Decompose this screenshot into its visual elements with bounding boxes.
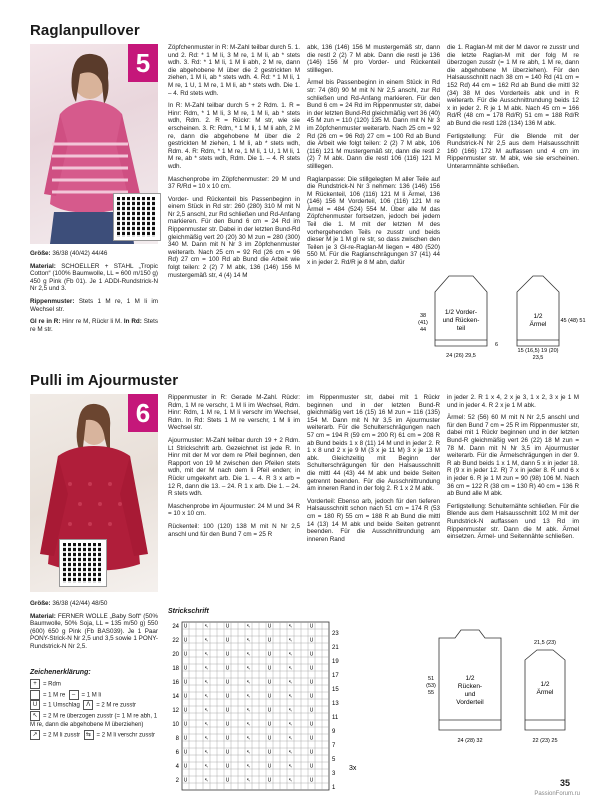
chart-symbol: U <box>225 721 230 728</box>
chart-symbol: U <box>267 735 272 742</box>
section2-materials <box>30 600 158 656</box>
glre-label: Gl re in R: <box>30 318 61 326</box>
dim-sleeve-width: 15 (16,5) 19 (20) <box>517 348 559 354</box>
chart-symbol: ↖ <box>204 735 209 742</box>
paragraph: Fertigstellung: Schulternähte schließen. Für die Blende aus dem Halsausschnitt 102 M mit der Rundstrick-N auffassen und 13 Rd im Rippenmuster str. Dann die M abk. Ärmel einsetzen. Ärmel- und Seitennähte schließen. <box>447 502 579 541</box>
chart-symbol: ↖ <box>246 777 251 784</box>
row-label-left: 18 <box>172 666 179 672</box>
chart-symbol: ↖ <box>288 693 293 700</box>
chart-symbol: U <box>309 637 314 644</box>
row-label-right: 3 <box>332 771 336 777</box>
row-label-left: 20 <box>172 652 179 658</box>
chart-symbol: ↖ <box>288 651 293 658</box>
dim-left: 51 <box>427 676 435 682</box>
chart-symbol: ↖ <box>288 637 293 644</box>
inrd-text: Stets re M str. <box>30 318 159 333</box>
chart-symbol: ↖ <box>288 707 293 714</box>
chart-symbol: ↖ <box>246 637 251 644</box>
chart-symbol: U <box>225 693 230 700</box>
chart-title: Strickschrift <box>168 608 209 615</box>
row-label-right: 15 <box>332 687 339 693</box>
sleeve-label2: Ärmel <box>536 689 554 696</box>
chart-symbol: U <box>309 623 314 630</box>
row-label-left: 2 <box>175 778 179 784</box>
chart-symbol: U <box>267 651 272 658</box>
paragraph: Fertigstellung: Für die Blende mit der Rundstrick-N Nr 2,5 aus dem Halsausschnitt 160 (166) 172 M auffassen und 4 cm im Rippenmuster str. M abk, wie sie erscheinen. Unterarmnähte schließen. <box>447 132 579 170</box>
repeat-note: 3x <box>349 765 357 772</box>
body-label3: teil <box>456 325 466 332</box>
size-value: 36/38 (42/44) 48/50 <box>52 600 108 607</box>
chart-symbol: ↖ <box>288 623 293 630</box>
dim-body-width: 24 (28) 32 <box>457 738 483 744</box>
chart-symbol: ↖ <box>288 777 293 784</box>
dim-left: 55 <box>427 690 435 696</box>
material-text: SCHOELLER + STAHL „Tropic Cotton“ (100% Baumwolle, LL = 600 m/150 g) 450 g Pink (Fb 01). Je 1 ADDI-Rundstrick-N Nr 2,5 und 3. <box>30 262 158 293</box>
dim-left: 44 <box>419 327 427 333</box>
chart-symbol: ↖ <box>204 679 209 686</box>
chart-symbol: ↖ <box>204 665 209 672</box>
paragraph: Maschenprobe im Ajourmuster: 24 M und 34 R = 10 x 10 cm. <box>168 502 300 518</box>
chart-symbol: U <box>183 707 188 714</box>
legend-item: ↗ = 2 M li zusstr ⇆ = 2 M li verschr zusstr <box>30 730 160 741</box>
legend-item: = 1 M re – = 1 M li <box>30 690 160 701</box>
section1-column-c <box>307 44 440 272</box>
chart-symbol: ↖ <box>246 665 251 672</box>
row-label-left: 4 <box>175 764 179 770</box>
row-label-left: 24 <box>172 624 179 630</box>
chart-symbol: ↖ <box>246 721 251 728</box>
dim-left: 38 <box>419 313 427 319</box>
dim-sleeve-bottom: 22 (23) 25 <box>532 738 558 744</box>
body-label2: und Rücken- <box>442 317 480 324</box>
chart-symbol: U <box>309 707 314 714</box>
dim-bund: 6 <box>495 342 499 348</box>
body-label4: Vorderteil <box>456 699 484 706</box>
chart-symbol: U <box>183 693 188 700</box>
rippen-label: Rippenmuster: <box>30 297 75 305</box>
row-label-right: 13 <box>332 701 339 707</box>
legend-title: Zeichenerklärung: <box>30 669 91 676</box>
size-label: Größe: <box>30 600 51 607</box>
qr-code[interactable] <box>114 194 160 240</box>
section2-title: Pulli im Ajourmuster <box>30 372 179 389</box>
chart-symbol: ↖ <box>246 749 251 756</box>
chart-symbol: U <box>183 777 188 784</box>
material-text: FERNER WOLLE „Baby Soft“ (50% Baumwolle, 50% Soja, LL = 135 m/50 g) 550 (600) 650 g Pink (Fb BAS039). Je 1 Paar PONY-Strick-N Nr 2,5 und 3,5 sowie 1 PONY-Rundstrick-N Nr 2,5. <box>30 612 159 650</box>
paragraph: Rippenmuster in R: Gerade M-Zahl. Rückr: Rdm, 1 M re verschr, 1 M li im Wechsel, Rdm. Hinr: Rdm, 1 M re, 1 M li verschr im Wechsel, Rdm. In Rd: Stets 1 M re verschr, 1 M li im Wechsel str. <box>168 394 300 432</box>
row-label-left: 10 <box>172 722 179 728</box>
body-label2: Rücken- <box>457 683 483 690</box>
chart-symbol: ↖ <box>204 707 209 714</box>
row-label-left: 12 <box>172 708 179 714</box>
chart-symbol: U <box>183 665 188 672</box>
chart-symbol: U <box>309 721 314 728</box>
chart-symbol: ↖ <box>246 693 251 700</box>
body-label: 1/2 Vorder- <box>444 309 478 316</box>
chart-symbol: U <box>309 679 314 686</box>
chart-symbol: U <box>183 749 188 756</box>
chart-symbol: U <box>183 763 188 770</box>
paragraph: Vorderteil: Ebenso arb, jedoch für den tieferen Halsausschnitt schon nach 51 cm = 174 R (53 cm = 180 R) 55 cm = 188 R ab Bund die mittl 14 (13) 14 M abk und beide Seiten getrennt beenden. Für die Ausschnittrundung am inneren Rand <box>307 497 440 543</box>
pattern-number-badge: 6 <box>128 394 158 432</box>
chart-symbol: U <box>225 735 230 742</box>
row-label-left: 6 <box>175 750 179 756</box>
legend-item: U = 1 Umschlag Λ = 2 M re zusstr <box>30 700 160 711</box>
row-label-right: 7 <box>332 743 336 749</box>
chart-symbol: U <box>183 679 188 686</box>
inrd-label: In Rd: <box>123 318 142 326</box>
paragraph: die 1. Raglan-M mit der M davor re zusstr und die letzte Raglan-M mit der folg M re überzogen zusstr (= 1 M re abh, 1 M re, dann die abgehobene M überziehen). Für den Halsausschnitt nach 38 cm = 140 Rd (41 cm = 152 Rd) 44 cm = 162 Rd ab Bund die mittl 32 (34) 38 M des Vorderteils abk und in R weiterarb. Für die Ausschnittrundung beids 12 x in jeder 2. R je 1 M abk. Nach 45 cm = 166 Rd/R (48 cm = 178 Rd/R) 51 cm = 188 Rd/R ab Bund die restl 128 (134) 136 M abk. <box>447 44 579 127</box>
chart-symbol: ↖ <box>246 763 251 770</box>
section1-column-d <box>447 44 579 176</box>
row-label-left: 22 <box>172 638 179 644</box>
paragraph: Zöpfchenmuster in R: M-Zahl teilbar durch 5. 1. und 2. Rd: * 1 M li, 3 M re, 1 M li, ab * stets wdh. 3. Rd: * 1 M li, 1 M li abh, 2 M re, dann die abgehobene M über die 2 gestrickten M ziehen, 1 M li, ab * stets wdh. 4. Rd: * 1 M li, 1 M re, 1 U, 1 M re, 1 M li, ab * stets wdh. Die 1. – 4. Rd stets wdh. <box>168 44 300 97</box>
raglan-schematic <box>415 262 585 362</box>
paragraph: Ärmel: 52 (56) 60 M mit N Nr 2,5 anschl und für den Bund 7 cm = 25 R im Rippenmuster str, dabei mit 1 Rückr beginnen und in der letzten Bund-R gleichmäßig vert 26 (22) 18 M zun = 78 M. Dann mit N Nr 3,5 im Ajourmuster weiterarb. Für die Ärmelschrägungen in der 9. R ab Bund beids 1 x 1 M, dann 5 x in jeder 18. R (9 x in jeder 12. R) 7 x in jeder 8. R und 6 x in jeder 6. R je 1 M zun = 90 (98) 106 M. Nach 36 cm = 122 R (38 cm = 130 R) 40 cm = 136 R ab Bund alle M abk. <box>447 414 579 498</box>
dim-sleeve-bottom: 23,5 <box>532 355 544 361</box>
dim-sleeve-width: 21,5 (23) <box>533 640 557 646</box>
chart-symbol: ↖ <box>288 735 293 742</box>
row-label-left: 8 <box>175 736 179 742</box>
chart-symbol: U <box>225 749 230 756</box>
dim-body-width: 24 (26) 29,5 <box>446 353 476 359</box>
chart-symbol: U <box>309 763 314 770</box>
chart-symbol: U <box>225 623 230 630</box>
row-label-left: 16 <box>172 680 179 686</box>
chart-symbol: U <box>225 679 230 686</box>
chart-symbol: U <box>225 665 230 672</box>
paragraph: in jeder 2. R 1 x 4, 2 x je 3, 1 x 2, 3 x je 1 M und in jeder 4. R 2 x je 1 M abk. <box>447 394 579 409</box>
sleeve-label: 1/2 <box>540 681 550 688</box>
chart-symbol: ↖ <box>204 763 209 770</box>
chart-symbol: U <box>225 651 230 658</box>
material-label: Material: <box>30 612 56 620</box>
chart-symbol: U <box>309 735 314 742</box>
chart-symbol: U <box>225 707 230 714</box>
body-label3: und <box>464 691 476 698</box>
paragraph: im Rippenmuster str, dabei mit 1 Rückr beginnen und in der letzten Bund-R gleichmäßig vert 16 (15) 16 M zun = 116 (135) 154 M. Dann mit N Nr 3,5 im Ajourmuster weiterarb. Für die Schulterschrägungen nach 57 cm = 194 R (59 cm = 200 R) 61 cm = 208 R ab Bund beids 1 x 8 (11) 14 M und in jeder 2. R 1 x 8 und 2 x je 9 M (3 x je 11 M) 3 x je 13 M abk. Gleichzeitig mit Beginn der Schulterschrägungen für den Halsausschnitt die mittl 44 (43) 44 M abk und beide Seiten getrennt beenden. Für die Ausschnittrundung am inneren Rand in der folg 2. R 1 x 2 M abk. <box>307 394 440 493</box>
chart-symbol: ↖ <box>288 679 293 686</box>
paragraph: Ajourmuster: M-Zahl teilbar durch 19 + 2 Rdm. Lt Strickschrift arb. Gezeichnet ist jede R. In Hinr mit der M vor dem re Pfeil beginnen, den Rapport von 19 M zwischen den Pfeilen stets wdh, mit der M nach dem li Pfeil enden; in Rückr umgekehrt arb. Die 1. – 4. R 3 x arb = 12 R, dann die 13. – 24. R 1 x arb. Die 1. – 24. R stets wdh. <box>168 436 300 498</box>
row-label-right: 21 <box>332 645 339 651</box>
chart-symbol: ↖ <box>246 679 251 686</box>
body-label: 1/2 <box>465 675 475 682</box>
glre-text: Hinr re M, Rückr li M. <box>62 318 122 326</box>
page-number: 35 <box>559 778 570 788</box>
paragraph: Ärmel bis Passenbeginn in einem Stück in Rd str: 74 (80) 90 M mit N Nr 2,5 anschl, zur Rd schließen und Rd-Anfang markieren. Für den Bund 6 cm = 24 Rd im Rippenmuster str, dabei in der letzten Bund-Rd gleichmäßig vert 36 (40) 45 M zun = 110 (120) 135 M. Dann mit N Nr 3 im Zöpfchenmuster weiterarb. Nach 25 cm = 92 Rd (26 cm = 96 Rd) 27 cm = 100 Rd ab Bund die Arbeit wie folgt teilen: 2 (2) 7 M abk, 106 (116) 121 M mustergemäß str, dann die restl 2 (2) 7 M abk. Dann die restl 106 (116) 121 M stilllegen. <box>307 79 440 170</box>
row-label-right: 5 <box>332 757 336 763</box>
chart-symbol: U <box>267 777 272 784</box>
legend <box>30 668 160 741</box>
section1-column-b <box>168 44 300 284</box>
chart-symbol: U <box>267 693 272 700</box>
chart-symbol: ↖ <box>288 721 293 728</box>
section1-title: Raglanpullover <box>30 22 140 39</box>
chart-symbol: U <box>225 637 230 644</box>
legend-item: + = Rdm <box>30 679 160 690</box>
chart-symbol: U <box>267 623 272 630</box>
chart-symbol: ↖ <box>204 749 209 756</box>
chart-symbol: ↖ <box>204 777 209 784</box>
chart-symbol: ↖ <box>288 749 293 756</box>
chart-symbol: ↖ <box>204 637 209 644</box>
ajour-schematic <box>425 620 585 770</box>
dim-sleeve-height: 45 (48) 51 <box>560 318 586 324</box>
chart-symbol: U <box>183 623 188 630</box>
material-label: Material: <box>30 262 56 270</box>
raglanpullover-photo <box>30 44 158 244</box>
section2-column-b <box>168 394 300 543</box>
dim-left: (41) <box>418 320 428 326</box>
row-label-right: 11 <box>332 715 339 721</box>
chart-symbol: U <box>309 749 314 756</box>
row-label-right: 9 <box>332 729 336 735</box>
chart-symbol: U <box>309 777 314 784</box>
chart-symbol: U <box>267 763 272 770</box>
legend-item: ↖ = 2 M re überzogen zusstr (= 1 M re abh, 1 M re, dann die abgehobene M überziehen) <box>30 712 158 729</box>
paragraph: Rückenteil: 100 (120) 138 M mit N Nr 2,5 anschl und für den Bund 7 cm = 25 R <box>168 522 300 538</box>
paragraph: Vorder- und Rückenteil bis Passenbeginn in einem Stück in Rd str: 260 (280) 310 M mit N Nr 2,5 anschl, zur Rd schließen und Rd-Anfang markieren. Für den Bund 6 cm = 24 Rd im Rippenmuster str. Dabei in der letzten Bund-Rd gleichmäßig vert 20 (20) 30 M zun = 280 (300) 340 M. Dann mit N Nr 3 im Zöpfchenmuster weiterarb. Nach 25 cm = 92 Rd (26 cm = 96 Rd) 27 cm = 100 Rd ab Bund die Arbeit wie folgt teilen: 2 (2) 7 M abk, 136 (146) 156 M mustergemäß str, 4 (4) 14 M <box>168 195 300 279</box>
chart-symbol: U <box>183 637 188 644</box>
row-label-right: 19 <box>332 659 339 665</box>
size-label: Größe: <box>30 250 51 257</box>
strickschrift-chart <box>168 618 418 791</box>
chart-symbol: U <box>183 735 188 742</box>
chart-symbol: U <box>309 665 314 672</box>
chart-symbol: ↖ <box>246 735 251 742</box>
chart-symbol: U <box>267 637 272 644</box>
chart-symbol: U <box>225 777 230 784</box>
row-label-right: 1 <box>332 785 336 791</box>
rippen-text: Stets 1 M re, 1 M li im Wechsel str. <box>30 297 159 313</box>
chart-symbol: ↖ <box>204 651 209 658</box>
section2-column-c <box>307 394 440 548</box>
chart-symbol: ↖ <box>288 665 293 672</box>
chart-symbol: U <box>267 679 272 686</box>
paragraph: Raglanpasse: Die stillgelegten M aller Teile auf die Rundstrick-N Nr 3 nehmen: 136 (146) 156 M Rückenteil, 106 (116) 121 M li Ärmel, 136 (146) 156 M Vorderteil, 106 (116) 121 M re Ärmel = 484 (524) 554 M. Über alle M das Zöpfchenmuster fortsetzen, jedoch bei jedem Teil die 1. M mit der letzten M des vorhergehenden Teils re zusstr und beids dieser M je 1 M gl re str, so dass zwischen den Teilen je 3 Gl-re-Raglan-M liegen = 480 (520) 550 M. Für die Raglanschrägungen 37 (41) 44 x in jeder 2. Rd/R je 8 M abn, dafür <box>307 175 440 267</box>
chart-symbol: U <box>183 721 188 728</box>
chart-symbol: U <box>309 651 314 658</box>
pattern-number-badge: 5 <box>128 44 158 82</box>
paragraph: Maschenprobe im Zöpfchenmuster: 29 M und 37 R/Rd = 10 x 10 cm. <box>168 175 300 191</box>
sleeve-label2: Ärmel <box>529 321 547 328</box>
chart-symbol: ↖ <box>204 623 209 630</box>
row-label-right: 23 <box>332 631 339 637</box>
chart-symbol: U <box>267 749 272 756</box>
chart-symbol: U <box>267 665 272 672</box>
row-label-right: 17 <box>332 673 339 679</box>
chart-symbol: U <box>183 651 188 658</box>
chart-symbol: ↖ <box>204 693 209 700</box>
section1-materials <box>30 250 158 338</box>
qr-code[interactable] <box>60 540 106 586</box>
paragraph: In R: M-Zahl teilbar durch 5 + 2 Rdm. 1. R = Hinr: Rdm, * 1 M li, 3 M re, 1 M li, ab * stets wdh, Rdm. 2. R = Rückr: M str, wie sie erscheinen. 3. R: Rdm, * 1 M li, 1 M li abh, 2 M re, dann die abgehobene M über die 2 gestrickten M ziehen, 1 M li, ab * stets wdh, Rdm. 4. R: Rdm, * 1 M re, 1 M li, 1 U, 1 M li, 1 M re, ab * stets wdh, Rdm. Die 1. – 4. R stets wdh. <box>168 102 300 170</box>
row-label-left: 14 <box>172 694 179 700</box>
chart-symbol: U <box>309 693 314 700</box>
size-value: 36/38 (40/42) 44/46 <box>52 250 108 257</box>
chart-symbol: U <box>267 707 272 714</box>
sleeve-label: 1/2 <box>533 313 543 320</box>
paragraph: abk, 136 (146) 156 M mustergemäß str, dann die restl 2 (2) 7 M abk. Dann die restl je 136 (146) 156 M pro Vorder- und Rückenteil stilllegen. <box>307 44 440 74</box>
section2-column-d <box>447 394 579 546</box>
chart-symbol: ↖ <box>204 721 209 728</box>
chart-symbol: ↖ <box>246 623 251 630</box>
ajour-photo <box>30 394 158 592</box>
dim-left: (53) <box>426 683 436 689</box>
chart-symbol: ↖ <box>246 651 251 658</box>
chart-symbol: ↖ <box>288 763 293 770</box>
source-watermark: PassionForum.ru <box>534 791 580 797</box>
chart-symbol: U <box>225 763 230 770</box>
chart-symbol: ↖ <box>246 707 251 714</box>
chart-symbol: U <box>267 721 272 728</box>
